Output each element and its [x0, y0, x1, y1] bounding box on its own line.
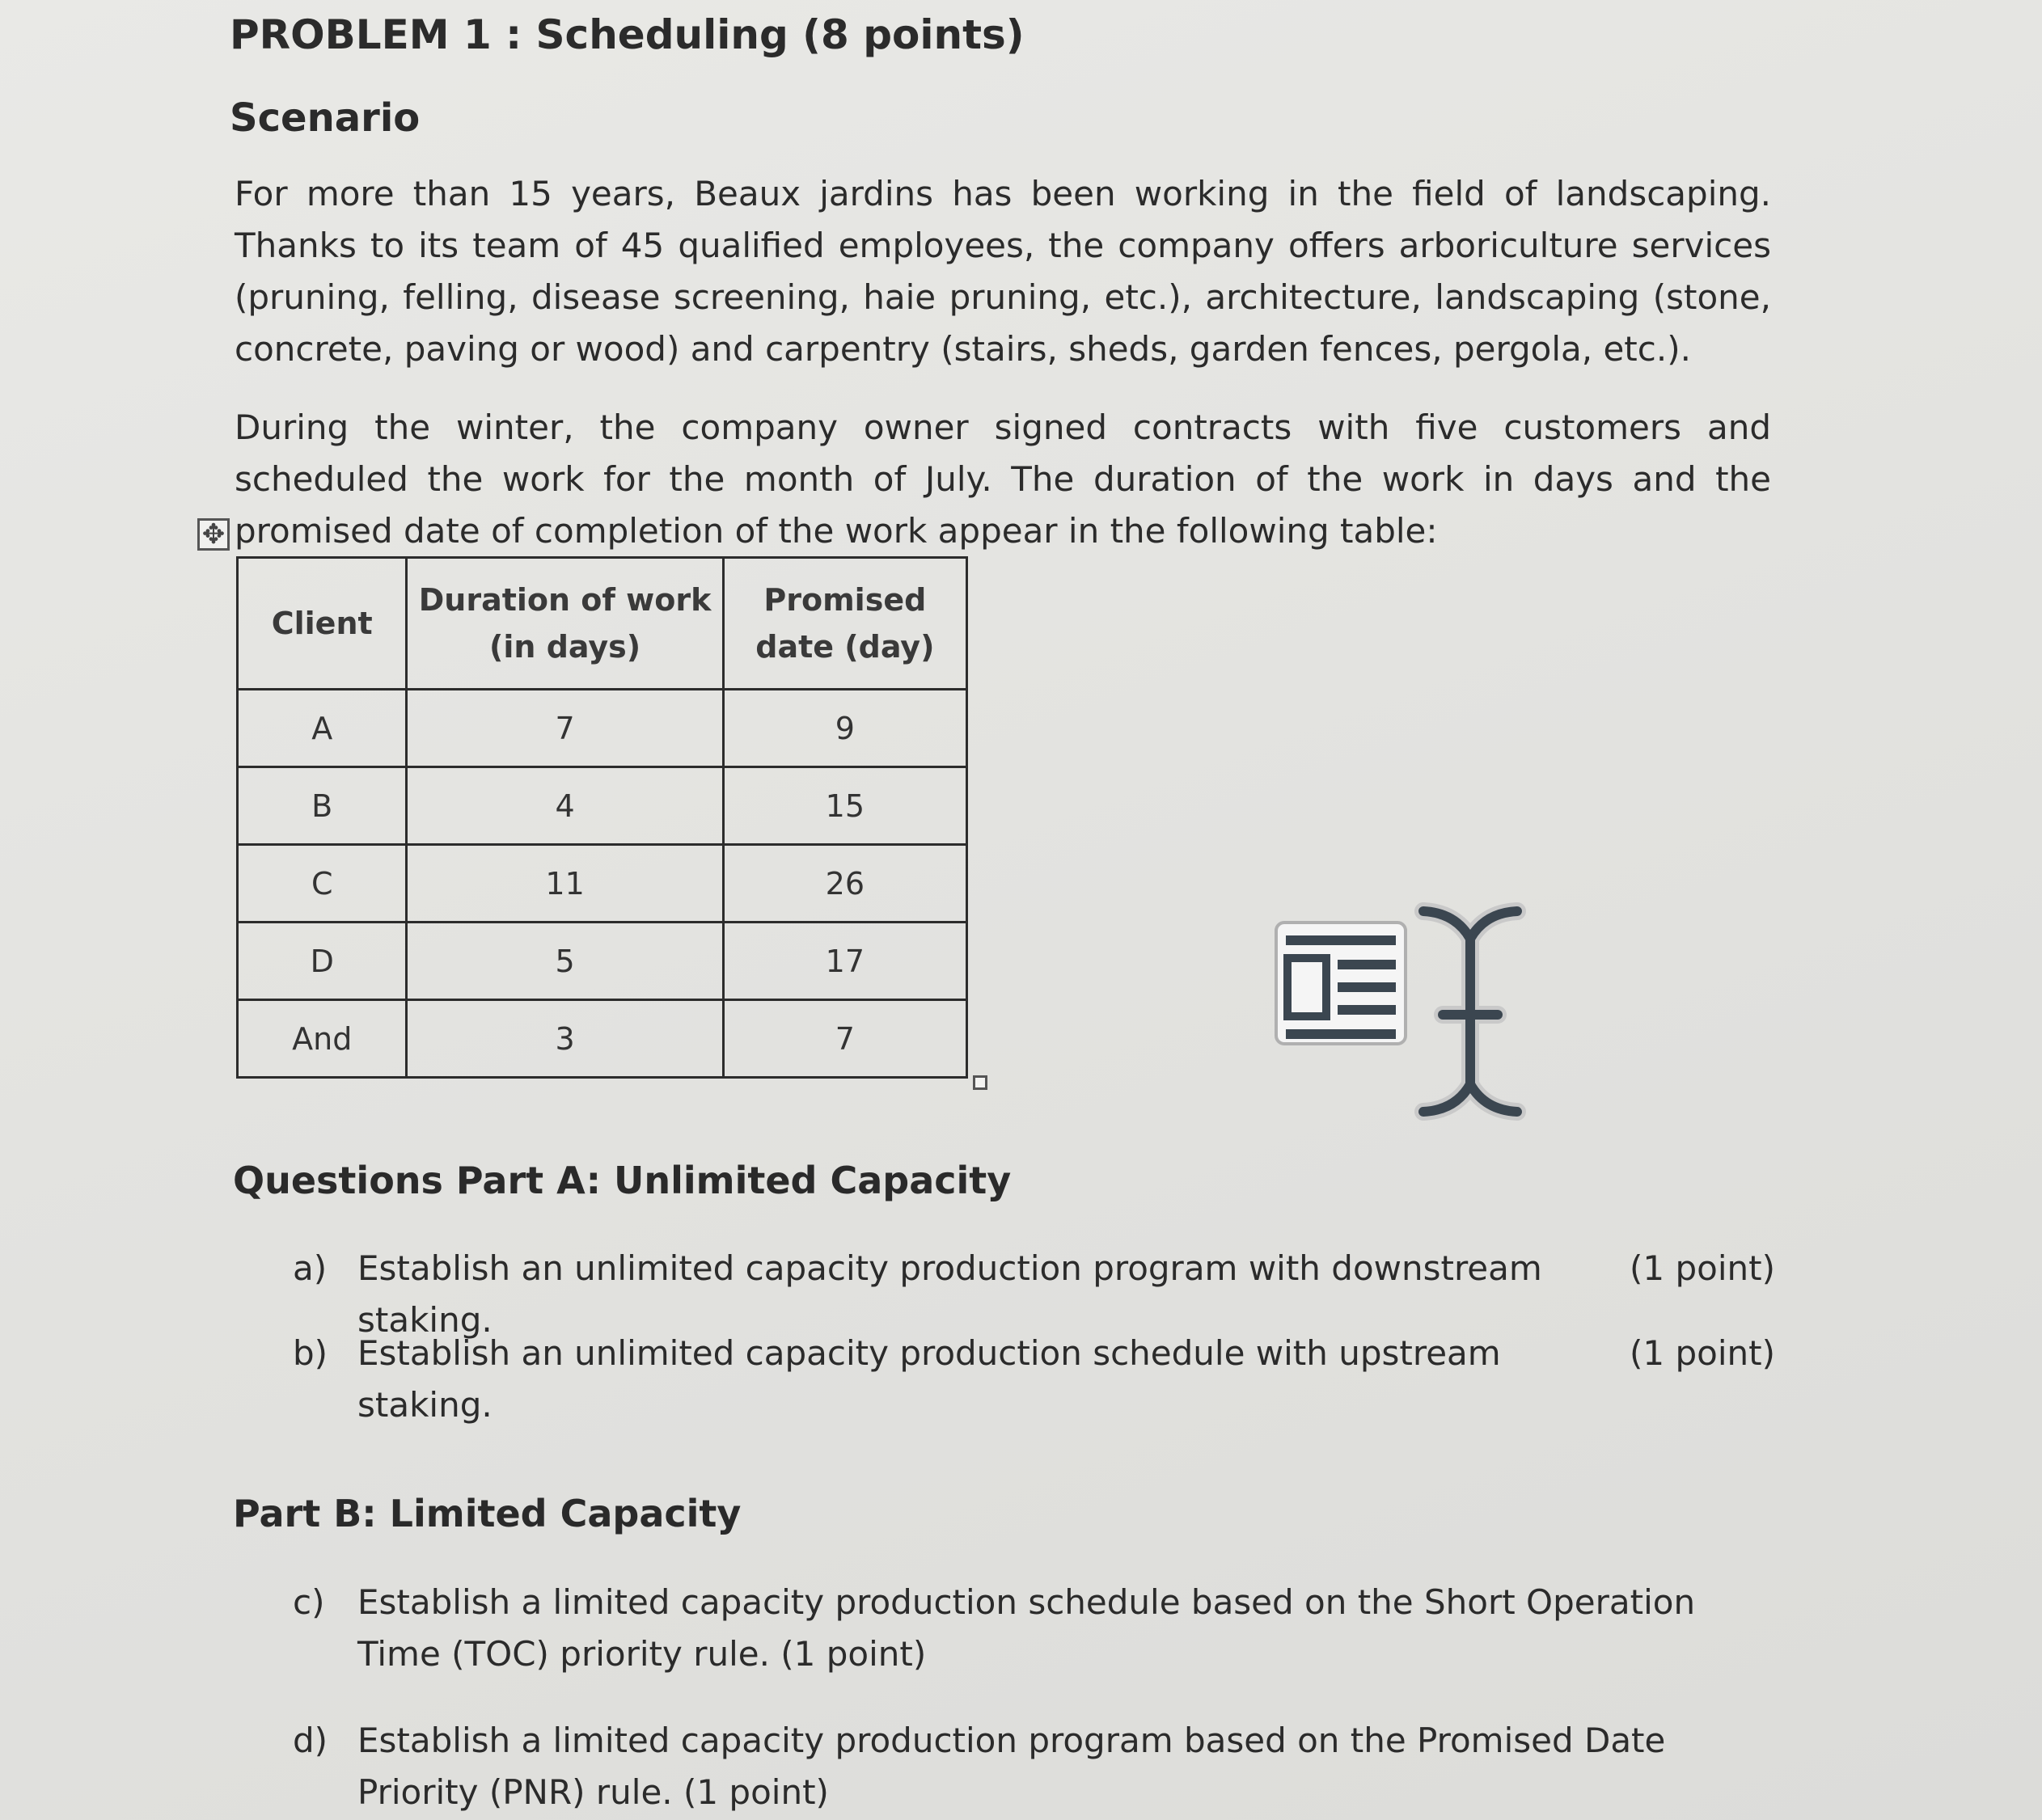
- question-b: [293, 1328, 1775, 1431]
- header-duration-line1: Duration of work: [418, 582, 712, 618]
- problem-separator: :: [491, 11, 536, 58]
- cell-duration: 4: [407, 767, 723, 845]
- question-letter: c): [293, 1582, 325, 1622]
- question-text: Establish a limited capacity production schedule based on the Short Operation Time (TOC) priority rule. (1 point): [357, 1582, 1696, 1674]
- table-row: [238, 690, 967, 767]
- table-row: [238, 1000, 967, 1078]
- cell-client: A: [238, 690, 407, 767]
- cell-duration: 11: [407, 845, 723, 923]
- cell-promised: 26: [723, 845, 966, 923]
- question-c: [293, 1577, 1775, 1680]
- cell-client: C: [238, 845, 407, 923]
- cell-client: And: [238, 1000, 407, 1078]
- cell-duration: 3: [407, 1000, 723, 1078]
- part-b-heading: Part B: Limited Capacity: [233, 1492, 742, 1535]
- header-promised-line1: Promised: [763, 582, 927, 618]
- question-letter: a): [293, 1248, 328, 1288]
- header-duration: [407, 558, 723, 690]
- question-d: [293, 1715, 1775, 1818]
- table-header-row: [238, 558, 967, 690]
- client-table: [236, 556, 968, 1079]
- text-wrap-cursor-icon: [1270, 893, 1528, 1128]
- cell-promised: 17: [723, 923, 966, 1000]
- cell-promised: 15: [723, 767, 966, 845]
- move-arrows-icon[interactable]: ✥: [197, 518, 230, 551]
- part-a-heading: Questions Part A: Unlimited Capacity: [233, 1159, 1012, 1202]
- header-promised-line2: date (day): [755, 629, 935, 665]
- cell-duration: 5: [407, 923, 723, 1000]
- header-client: Client: [238, 558, 407, 690]
- problem-title: [230, 11, 1025, 58]
- question-letter: b): [293, 1333, 328, 1373]
- resize-handle-icon[interactable]: [973, 1075, 987, 1090]
- header-duration-line2: (in days): [489, 629, 641, 665]
- table-row: [238, 845, 967, 923]
- cell-promised: 7: [723, 1000, 966, 1078]
- question-text: Establish a limited capacity production program based on the Promised Date Priority (PNR) rule. (1 point): [357, 1721, 1666, 1812]
- question-text: Establish an unlimited capacity production program with downstream staking.: [357, 1248, 1542, 1340]
- scenario-paragraph-1: For more than 15 years, Beaux jardins has been working in the field of landscaping. Thanks to its team of 45 qualified employees, the company offers arboriculture services (pruning, felling, disease screening, haie pruning, etc.), architecture, landscaping (stone, concrete, paving or wood) and carpentry (stairs, sheds, garden fences, pergola, etc.).: [235, 174, 1771, 369]
- question-text: Establish an unlimited capacity production schedule with upstream staking.: [357, 1333, 1501, 1425]
- cell-promised: 9: [723, 690, 966, 767]
- question-points: (1 point): [1630, 1333, 1775, 1373]
- cell-client: D: [238, 923, 407, 1000]
- problem-label: PROBLEM 1: [230, 11, 492, 58]
- table-row: [238, 767, 967, 845]
- scenario-paragraph-2: During the winter, the company owner signed contracts with five customers and scheduled the work for the month of July. The duration of the work in days and the promised date of completion of the work appear in the following table:: [235, 407, 1771, 551]
- scenario-heading: Scenario: [230, 95, 421, 141]
- problem-subtitle: Scheduling (8 points): [535, 11, 1025, 58]
- table-row: [238, 923, 967, 1000]
- header-promised: [723, 558, 966, 690]
- question-points: (1 point): [1630, 1248, 1775, 1288]
- cell-duration: 7: [407, 690, 723, 767]
- cell-client: B: [238, 767, 407, 845]
- question-letter: d): [293, 1721, 328, 1760]
